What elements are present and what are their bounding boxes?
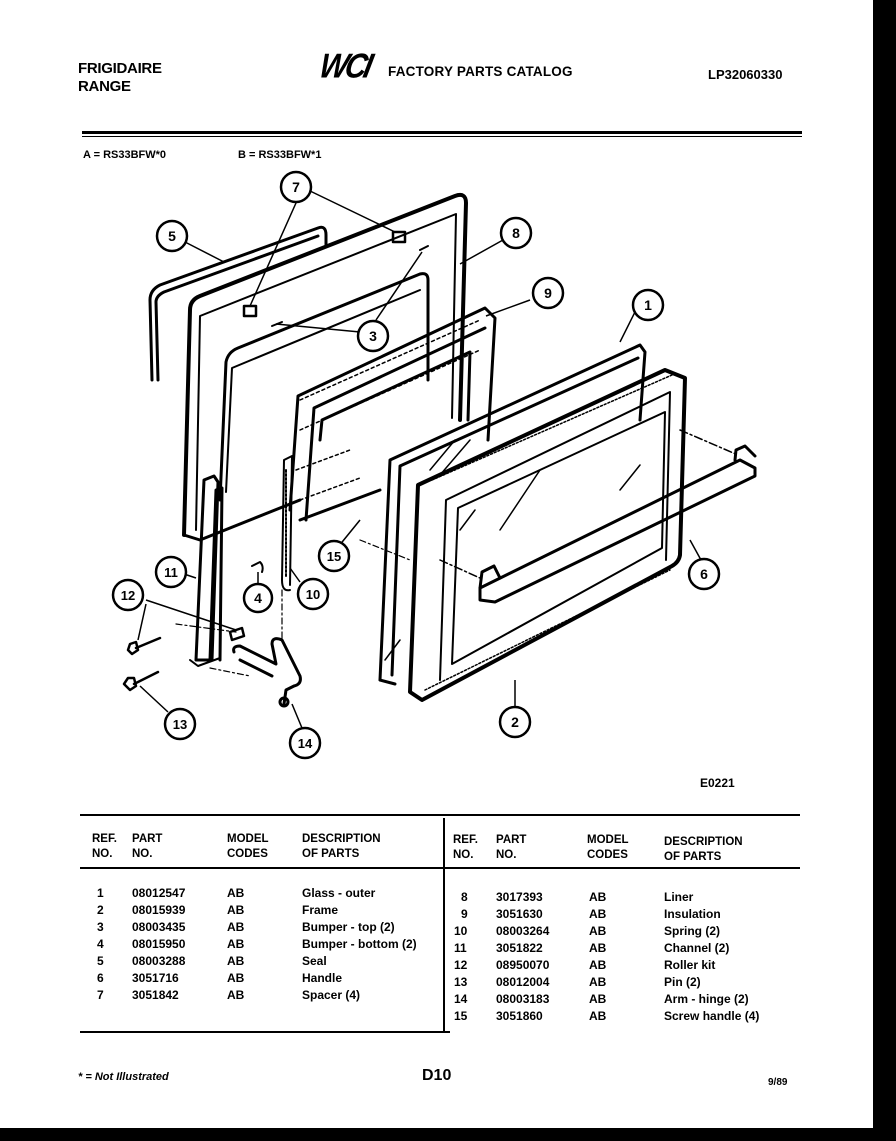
page-code: D10 xyxy=(422,1067,452,1084)
svg-text:14: 14 xyxy=(297,736,313,751)
header-divider-thin xyxy=(82,136,802,137)
frame-part xyxy=(410,370,685,700)
svg-text:4: 4 xyxy=(254,590,262,606)
header-part-no-right: PART NO. xyxy=(496,834,527,861)
header-part-no: PART NO. xyxy=(132,833,163,860)
callout-2 xyxy=(500,707,530,737)
table-bottom-rule xyxy=(80,1031,450,1033)
scan-border-right xyxy=(873,0,896,1141)
brand-label xyxy=(78,60,162,96)
table-top-rule xyxy=(80,814,800,816)
callout-5 xyxy=(157,221,187,251)
revision-date: 9/89 xyxy=(768,1077,788,1088)
svg-text:3: 3 xyxy=(369,328,377,344)
header-ref-no-right: REF. NO. xyxy=(453,834,478,861)
scan-border-bottom xyxy=(0,1128,896,1141)
table-column-divider xyxy=(443,818,445,1033)
roller-kit-part xyxy=(128,628,244,654)
callout-14 xyxy=(290,728,320,758)
wci-logo: WCI xyxy=(316,47,374,86)
catalog-title: FACTORY PARTS CATALOG xyxy=(388,64,573,79)
header-ref-no: REF. NO. xyxy=(92,833,117,860)
diagram-code: E0221 xyxy=(700,776,735,790)
insulation-part xyxy=(290,308,495,520)
callout-9 xyxy=(533,278,563,308)
svg-text:7: 7 xyxy=(292,179,300,195)
callout-3 xyxy=(358,321,388,351)
model-a: A = RS33BFW*0 xyxy=(83,149,167,161)
callout-15 xyxy=(319,541,349,571)
header-model-codes-right: MODEL CODES xyxy=(587,834,629,861)
arm-hinge-part xyxy=(234,639,301,706)
callout-11 xyxy=(156,557,186,587)
spring-part xyxy=(282,456,292,590)
brand-name: FRIGIDAIRE xyxy=(78,60,162,77)
svg-text:10: 10 xyxy=(305,587,321,602)
callout-6 xyxy=(689,559,719,589)
callout-8 xyxy=(501,218,531,248)
callout-13 xyxy=(165,709,195,739)
catalog-number: LP32060330 xyxy=(708,67,783,82)
callout-1 xyxy=(633,290,663,320)
spacer-part xyxy=(244,306,256,316)
svg-text:12: 12 xyxy=(120,588,136,603)
svg-text:1: 1 xyxy=(644,297,652,313)
svg-text:6: 6 xyxy=(700,566,708,582)
product-type: RANGE xyxy=(78,78,131,95)
svg-text:13: 13 xyxy=(172,717,188,732)
callout-4 xyxy=(244,584,272,612)
bumper-bottom-part xyxy=(252,562,263,572)
svg-text:5: 5 xyxy=(168,228,176,244)
table-header-rule xyxy=(80,867,800,869)
header-divider xyxy=(82,131,802,134)
callout-12 xyxy=(113,580,143,610)
exploded-parts-diagram xyxy=(100,165,800,785)
liner-part xyxy=(184,195,466,540)
channel-part xyxy=(190,476,222,666)
svg-text:15: 15 xyxy=(326,549,342,564)
header-model-codes: MODEL CODES xyxy=(227,833,269,860)
model-b: B = RS33BFW*1 xyxy=(238,149,322,161)
svg-text:11: 11 xyxy=(164,565,178,580)
header-description: DESCRIPTION OF PARTS xyxy=(302,833,381,860)
callout-10 xyxy=(298,579,328,609)
bumper-top-part xyxy=(420,246,428,250)
footnote-not-illustrated: * = Not Illustrated xyxy=(78,1071,169,1083)
callout-7 xyxy=(281,172,311,202)
svg-text:9: 9 xyxy=(544,285,552,301)
svg-text:2: 2 xyxy=(511,714,519,730)
svg-text:8: 8 xyxy=(512,225,520,241)
header-description-right: DESCRIPTION OF PARTS xyxy=(664,836,743,863)
